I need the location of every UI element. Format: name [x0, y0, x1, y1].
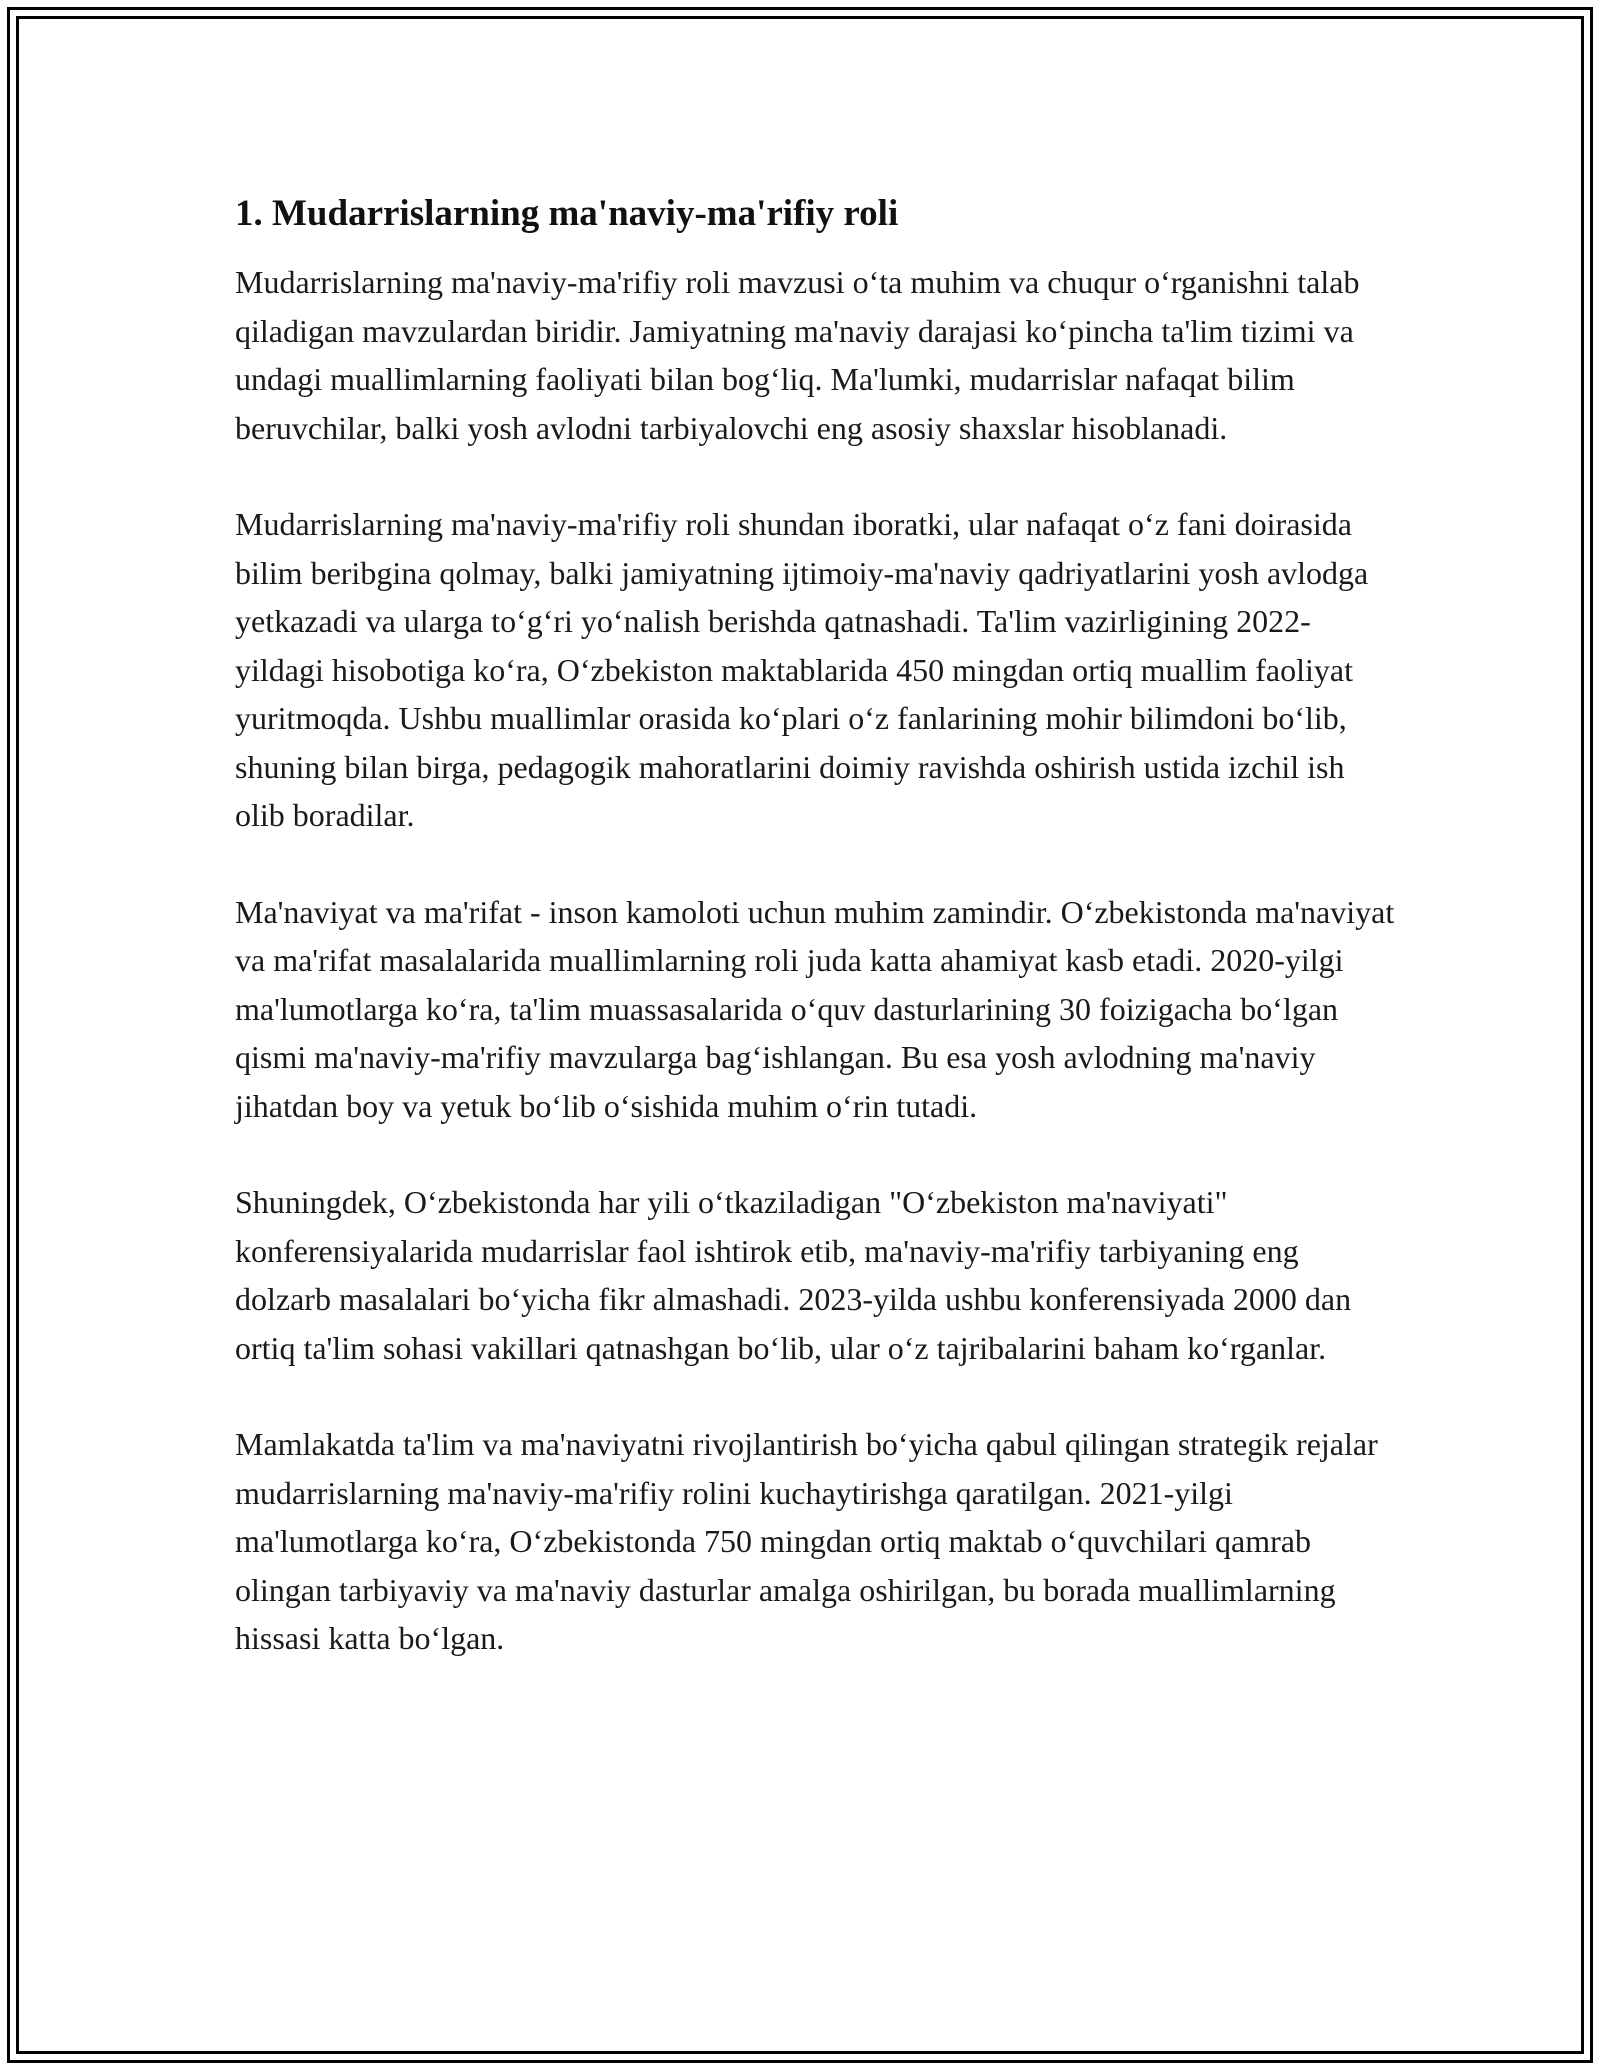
section-heading: 1. Mudarrislarning ma'naviy-ma'rifiy roli [235, 193, 899, 234]
paragraph-5: Mamlakatda ta'lim va ma'naviyatni rivojlantirish bo‘yicha qabul qilingan strategik rejalar mudarrislarning ma'naviy-ma'rifiy rolini kuchaytirishga qaratilgan. 2021-yilgi ma'lumotlarga ko‘ra, O‘zbekistonda 750 mingdan ortiq maktab o‘quvchilari qamrab olingan tarbiyaviy va ma'naviy dasturlar amalga oshirilgan, bu borada muallimlarning hissasi katta bo‘lgan. [235, 1426, 1378, 1656]
paragraph-4: Shuningdek, O‘zbekistonda har yili o‘tkaziladigan "O‘zbekiston ma'naviyati" konferensiyalarida mudarrislar faol ishtirok etib, ma'naviy-ma'rifiy tarbiyaning eng dolzarb masalalari bo‘yicha fikr almashadi. 2023-yilda ushbu konferensiyada 2000 dan ortiq ta'lim sohasi vakillari qatnashgan bo‘lib, ular o‘z tajribalarini baham ko‘rganlar. [235, 1184, 1352, 1366]
paragraph-2: Mudarrislarning ma'naviy-ma'rifiy roli shundan iboratki, ular nafaqat o‘z fani doirasida bilim beribgina qolmay, balki jamiyatning ijtimoiy-ma'naviy qadriyatlarini yosh avlodga yetkazadi va ularga to‘g‘ri yo‘nalish berishda qatnashadi. Ta'lim vazirligining 2022-yildagi hisobotiga ko‘ra, O‘zbekiston maktablarida 450 mingdan ortiq muallim faoliyat yuritmoqda. Ushbu muallimlar orasida ko‘plari o‘z fanlarining mohir bilimdoni bo‘lib, shuning bilan birga, pedagogik mahoratlarini doimiy ravishda oshirish ustida izchil ish olib boradilar. [235, 506, 1369, 833]
paragraph-1: Mudarrislarning ma'naviy-ma'rifiy roli mavzusi o‘ta muhim va chuqur o‘rganishni talab qiladigan mavzulardan biridir. Jamiyatning ma'naviy darajasi ko‘pincha ta'lim tizimi va undagi muallimlarning faoliyati bilan bog‘liq. Ma'lumki, mudarrislar nafaqat bilim beruvchilar, balki yosh avlodni tarbiyalovchi eng asosiy shaxslar hisoblanadi. [235, 264, 1360, 446]
document-body [235, 188, 1395, 1711]
paragraph-3: Ma'naviyat va ma'rifat - inson kamoloti uchun muhim zamindir. O‘zbekistonda ma'naviyat va ma'rifat masalalarida muallimlarning roli juda katta ahamiyat kasb etadi. 2020-yilgi ma'lumotlarga ko‘ra, ta'lim muassasalarida o‘quv dasturlarining 30 foizigacha bo‘lgan qismi ma'naviy-ma'rifiy mavzularga bag‘ishlangan. Bu esa yosh avlodning ma'naviy jihatdan boy va yetuk bo‘lib o‘sishida muhim o‘rin tutadi. [235, 893, 1395, 1124]
